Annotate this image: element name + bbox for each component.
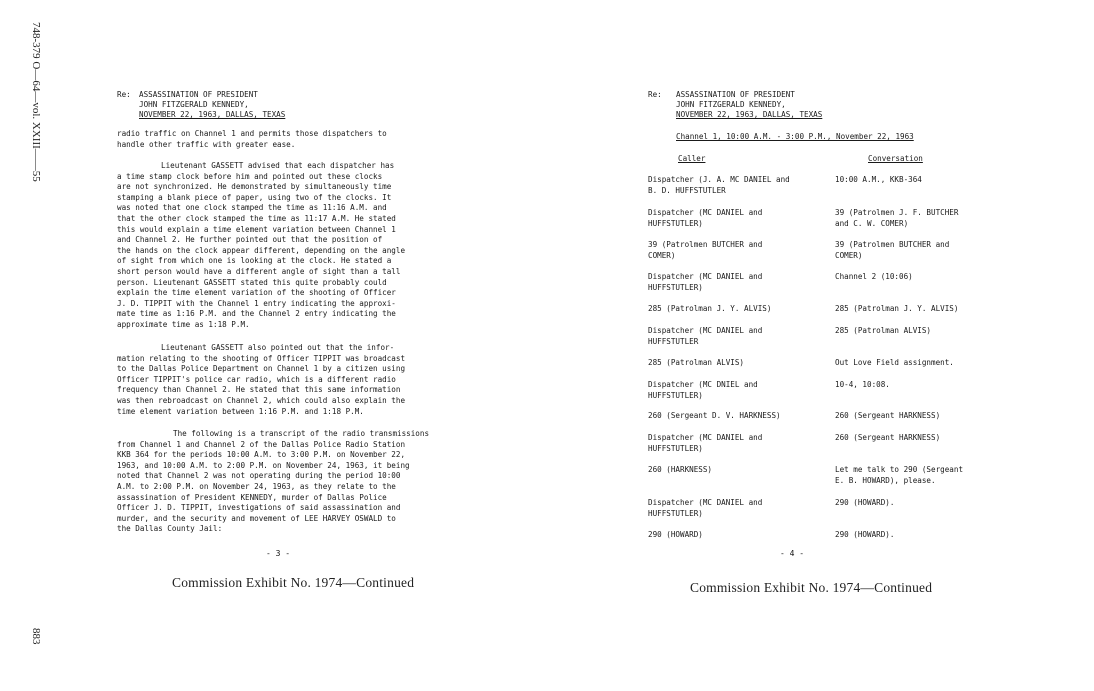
exhibit-caption: Commission Exhibit No. 1974—Continued <box>690 580 933 595</box>
text-line: frequency than Channel 2. He stated that this same information <box>117 385 401 395</box>
caller-cell <box>648 304 828 315</box>
text-line: and Channel 2. He further pointed out that the position of <box>117 235 383 245</box>
text-line: of sight from which one is looking at the clock. He stated a <box>117 256 392 266</box>
caller-cell <box>648 175 828 196</box>
caller-cell <box>648 433 828 454</box>
exhibit-caption: Commission Exhibit No. 1974—Continued <box>172 575 415 590</box>
text-line: A.M. to 2:00 P.M. on November 24, 1963, as they relate to the <box>117 481 396 491</box>
text-line: a time stamp clock before him and pointed out these clocks <box>117 171 383 181</box>
caller-cell <box>648 208 828 229</box>
text-line: time element variation between 1:16 P.M. and 1:18 P.M. <box>117 406 364 416</box>
text-line: approximate time as 1:18 P.M. <box>117 319 250 329</box>
text-line: mation relating to the shooting of Officer TIPPIT was broadcast <box>117 353 406 363</box>
conversation-line: 39 (Patrolmen BUTCHER and <box>835 240 950 249</box>
conversation-cell <box>835 498 1035 509</box>
text-line: Officer TIPPIT's police car radio, which is a different radio <box>117 374 396 384</box>
conversation-line: COMER) <box>835 250 863 260</box>
caller-cell <box>648 380 828 401</box>
caller-line: HUFFSTUTLER) <box>648 282 703 292</box>
text-line: Lieutenant GASSETT also pointed out that the infor- <box>161 343 395 352</box>
text-line: stamping a blank piece of paper, using two of the clocks. It <box>117 192 392 202</box>
caller-line: HUFFSTUTLER) <box>648 443 703 453</box>
header-line: JOHN FITZGERALD KENNEDY, <box>676 100 786 109</box>
text-line: murder, and the security and movement of LEE HARVEY OSWALD to <box>117 513 396 523</box>
caller-cell <box>648 272 828 293</box>
caller-line: HUFFSTUTLER) <box>648 218 703 228</box>
header-line: NOVEMBER 22, 1963, DALLAS, TEXAS <box>139 110 286 119</box>
conversation-line: 10-4, 10:08. <box>835 380 890 389</box>
conversation-cell <box>835 240 1035 261</box>
text-line: Officer J. D. TIPPIT, investigations of said assassination and <box>117 503 401 513</box>
header-line: JOHN FITZGERALD KENNEDY, <box>139 100 249 109</box>
text-line: the hands on the clock appear different, depending on the angle <box>117 245 406 255</box>
caller-line: Dispatcher (MC DNIEL and <box>648 380 758 389</box>
text-line: J. D. TIPPIT with the Channel 1 entry indicating the approxi- <box>117 298 396 308</box>
paragraph <box>117 343 405 417</box>
conversation-line: and C. W. COMER) <box>835 218 909 228</box>
caller-cell <box>648 530 828 541</box>
conversation-line: E. B. HOWARD), please. <box>835 475 936 485</box>
caller-line: HUFFSTUTLER <box>648 336 699 346</box>
transcript-subtitle: Channel 1, 10:00 A.M. - 3:00 P.M., November 22, 1963 <box>676 132 914 141</box>
conversation-line: 39 (Patrolmen J. F. BUTCHER <box>835 208 959 217</box>
caller-line: 260 (HARKNESS) <box>648 465 713 474</box>
text-line: this would explain a time element variation between Channel 1 <box>117 224 396 234</box>
conversation-line: 290 (HOWARD). <box>835 498 895 507</box>
conversation-column-header: Conversation <box>868 154 923 163</box>
text-line: was noted that one clock stamped the time as 11:16 A.M. and <box>117 203 387 213</box>
paragraph <box>117 129 387 150</box>
conversation-cell <box>835 380 1035 391</box>
conversation-line: 260 (Sergeant HARKNESS) <box>835 433 941 442</box>
conversation-line: 10:00 A.M., KKB-364 <box>835 175 922 184</box>
header-line: ASSASSINATION OF PRESIDENT <box>139 90 258 99</box>
caller-cell <box>648 498 828 519</box>
caller-line: 285 (Patrolman ALVIS) <box>648 358 745 367</box>
re-label: Re: <box>648 90 662 99</box>
conversation-line: Channel 2 (10:06) <box>835 272 913 281</box>
text-line: noted that Channel 2 was not operating during the period 10:00 <box>117 471 401 481</box>
paragraph <box>117 429 429 535</box>
text-line: explain the time element variation of the shooting of Officer <box>117 288 396 298</box>
text-line: 1963, and 10:00 A.M. to 2:00 P.M. on November 24, 1963, it being <box>117 460 410 470</box>
text-line: KKB 364 for the periods 10:00 A.M. to 3:00 P.M. on November 22, <box>117 450 406 460</box>
header-line: NOVEMBER 22, 1963, DALLAS, TEXAS <box>676 110 823 119</box>
text-line: short person would have a different angle of sight than a tall <box>117 266 401 276</box>
caller-line: HUFFSTUTLER) <box>648 508 703 518</box>
caller-line: 260 (Sergeant D. V. HARKNESS) <box>648 411 781 420</box>
caller-cell <box>648 240 828 261</box>
text-line: radio traffic on Channel 1 and permits those dispatchers to <box>117 129 387 138</box>
conversation-cell <box>835 433 1035 444</box>
conversation-cell <box>835 304 1035 315</box>
text-line: handle other traffic with greater ease. <box>117 139 296 149</box>
caller-line: B. D. HUFFSTUTLER <box>648 185 726 195</box>
text-line: from Channel 1 and Channel 2 of the Dallas Police Radio Station <box>117 439 406 449</box>
caller-cell <box>648 411 828 422</box>
re-label: Re: <box>117 90 131 99</box>
conversation-cell <box>835 326 1035 337</box>
conversation-cell <box>835 465 1035 486</box>
conversation-cell <box>835 175 1035 186</box>
caller-line: Dispatcher (MC DANIEL and <box>648 498 763 507</box>
text-line: person. Lieutenant GASSETT stated this quite probably could <box>117 277 387 287</box>
volume-reference: 748-379 O—64—vol. XXIII——55 <box>30 22 42 182</box>
caller-column-header: Caller <box>678 154 706 163</box>
conversation-line: Let me talk to 290 (Sergeant <box>835 465 964 474</box>
text-line: was then rebroadcast on Channel 2, which could also explain the <box>117 395 406 405</box>
text-line: to the Dallas Police Department on Channel 1 by a citizen using <box>117 364 406 374</box>
text-line: are not synchronized. He demonstrated by simultaneously time <box>117 182 392 192</box>
caller-line: Dispatcher (MC DANIEL and <box>648 433 763 442</box>
header-line: ASSASSINATION OF PRESIDENT <box>676 90 795 99</box>
caller-line: 285 (Patrolman J. Y. ALVIS) <box>648 304 772 313</box>
caller-line: 290 (HOWARD) <box>648 530 703 539</box>
conversation-cell <box>835 411 1035 422</box>
conversation-line: 285 (Patrolman ALVIS) <box>835 326 932 335</box>
page-number: - 4 - <box>780 549 805 558</box>
caller-line: Dispatcher (MC DANIEL and <box>648 208 763 217</box>
text-line: assassination of President KENNEDY, murder of Dallas Police <box>117 492 387 502</box>
conversation-cell <box>835 358 1035 369</box>
conversation-line: 285 (Patrolman J. Y. ALVIS) <box>835 304 959 313</box>
text-line: the Dallas County Jail: <box>117 524 223 534</box>
caller-line: COMER) <box>648 250 676 260</box>
volume-page-number: 883 <box>30 628 42 645</box>
text-line: that the other clock stamped the time as 11:17 A.M. He stated <box>117 213 396 223</box>
page-number: - 3 - <box>266 549 291 558</box>
text-line: Lieutenant GASSETT advised that each dispatcher has <box>161 161 395 170</box>
text-line: The following is a transcript of the radio transmissions <box>173 429 430 438</box>
caller-line: Dispatcher (J. A. MC DANIEL and <box>648 175 790 184</box>
caller-cell <box>648 465 828 476</box>
text-line: mate time as 1:16 P.M. and the Channel 2 entry indicating the <box>117 309 396 319</box>
caller-line: Dispatcher (MC DANIEL and <box>648 272 763 281</box>
caller-cell <box>648 358 828 369</box>
conversation-cell <box>835 530 1035 541</box>
caller-line: 39 (Patrolmen BUTCHER and <box>648 240 763 249</box>
conversation-line: Out Love Field assignment. <box>835 358 954 367</box>
conversation-line: 290 (HOWARD). <box>835 530 895 539</box>
conversation-cell <box>835 208 1035 229</box>
caller-line: HUFFSTUTLER) <box>648 390 703 400</box>
caller-line: Dispatcher (MC DANIEL and <box>648 326 763 335</box>
paragraph <box>117 161 405 331</box>
caller-cell <box>648 326 828 347</box>
conversation-line: 260 (Sergeant HARKNESS) <box>835 411 941 420</box>
conversation-cell <box>835 272 1035 283</box>
